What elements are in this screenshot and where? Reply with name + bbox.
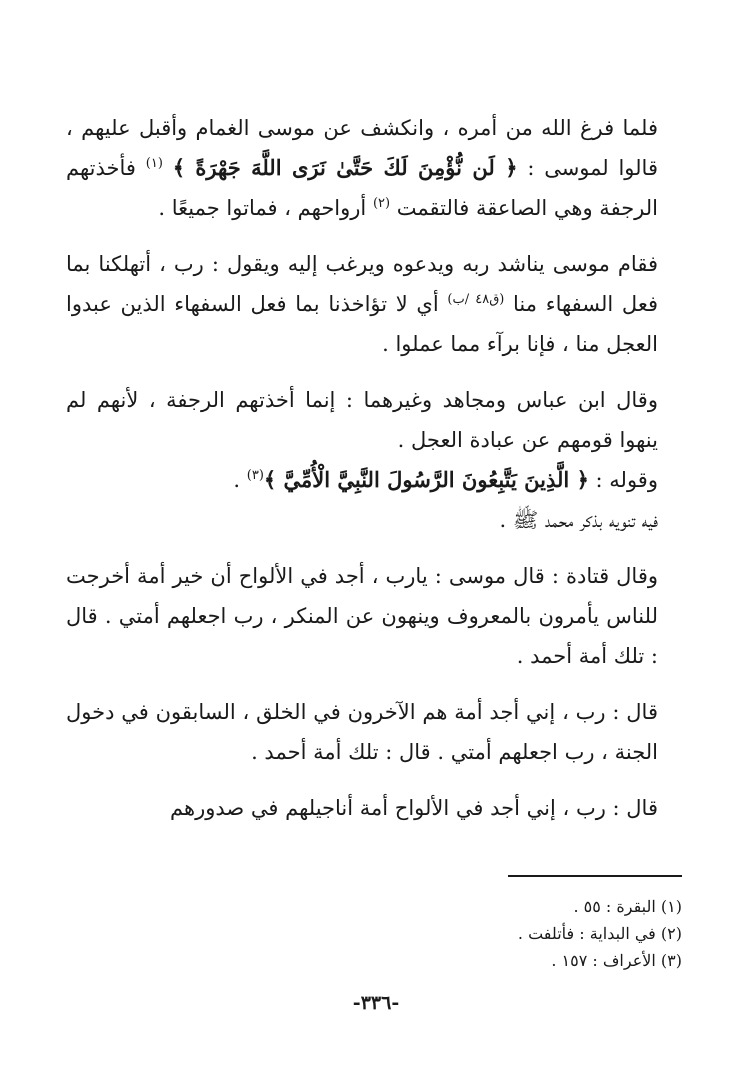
paragraph-2-text-after: أي لا تؤاخذنا بما فعل السفهاء الذين عبدوا العجل منا ، فإنا برآء مما عملوا .	[66, 292, 658, 356]
paragraph-4-text-before: وقوله :	[588, 468, 658, 492]
paragraph-2	[66, 244, 682, 364]
footnote-ref-3: (٣)	[246, 468, 264, 483]
footnote-ref-1: (١)	[145, 156, 163, 171]
page-number: -٣٣٦-	[352, 992, 400, 1014]
footnote-1: (١) البقرة : ٥٥ .	[573, 897, 682, 916]
paragraph-1-text-middle: فأخذتهم الرجفة وهي الصاعقة فالتقمت	[66, 156, 658, 220]
page-body	[66, 108, 682, 828]
footnote-2: (٢) في البداية : فأتلفت .	[517, 924, 682, 943]
manuscript-ref: (ق٤٨ /ب)	[447, 292, 505, 307]
paragraph-1-text-before: فلما فرغ الله من أمره ، وانكشف عن موسى الغمام وأقبل عليهم ، قالوا لموسى :	[66, 116, 658, 180]
paragraph-3: وقال ابن عباس ومجاهد وغيرهما : إنما أخذتهم الرجفة ، لأنهم لم ينهوا قومهم عن عبادة العجل .	[66, 388, 658, 452]
quran-quote-1: ﴿ لَن نُّؤْمِنَ لَكَ حَتَّىٰ نَرَى اللَّهَ جَهْرَةً ﴾	[172, 155, 518, 180]
paragraph-6: وقال قتادة : قال موسى : يارب ، أجد في الألواح أن خير أمة أخرجت للناس يأمرون بالمعروف وينهون عن المنكر ، رب اجعلهم أمتي . قال : تلك أمة أحمد .	[66, 564, 658, 668]
paragraph-4-text-after: .	[233, 468, 247, 492]
paragraph-4	[66, 460, 682, 500]
footnote-divider	[508, 875, 682, 877]
footnotes	[282, 893, 682, 974]
paragraph-1	[66, 108, 682, 228]
paragraph-7: قال : رب ، إني أجد أمة هم الآخرون في الخلق ، السابقون في دخول الجنة ، رب اجعلهم أمتي . قال : تلك أمة أحمد .	[66, 700, 658, 764]
footnote-3: (٣) الأعراف : ١٥٧ .	[551, 951, 682, 970]
paragraph-1-text-after: أرواحهم ، فماتوا جميعًا .	[158, 196, 373, 220]
paragraph-2-text-before: فقام موسى يناشد ربه ويدعوه ويرغب إليه ويقول : رب ، أتهلكنا بما فعل السفهاء منا	[66, 252, 658, 316]
quran-quote-2: ﴿ الَّذِينَ يَتَّبِعُونَ الرَّسُولَ النَّبِيَّ الْأُمِّيَّ ﴾	[263, 467, 589, 492]
paragraph-5: فيه تنويه بذكر محمد ﷺ .	[499, 508, 658, 532]
footnote-ref-2: (٢)	[372, 196, 391, 211]
paragraph-8: قال : رب ، إني أجد في الألواح أمة أناجيلهم في صدورهم	[170, 796, 658, 820]
